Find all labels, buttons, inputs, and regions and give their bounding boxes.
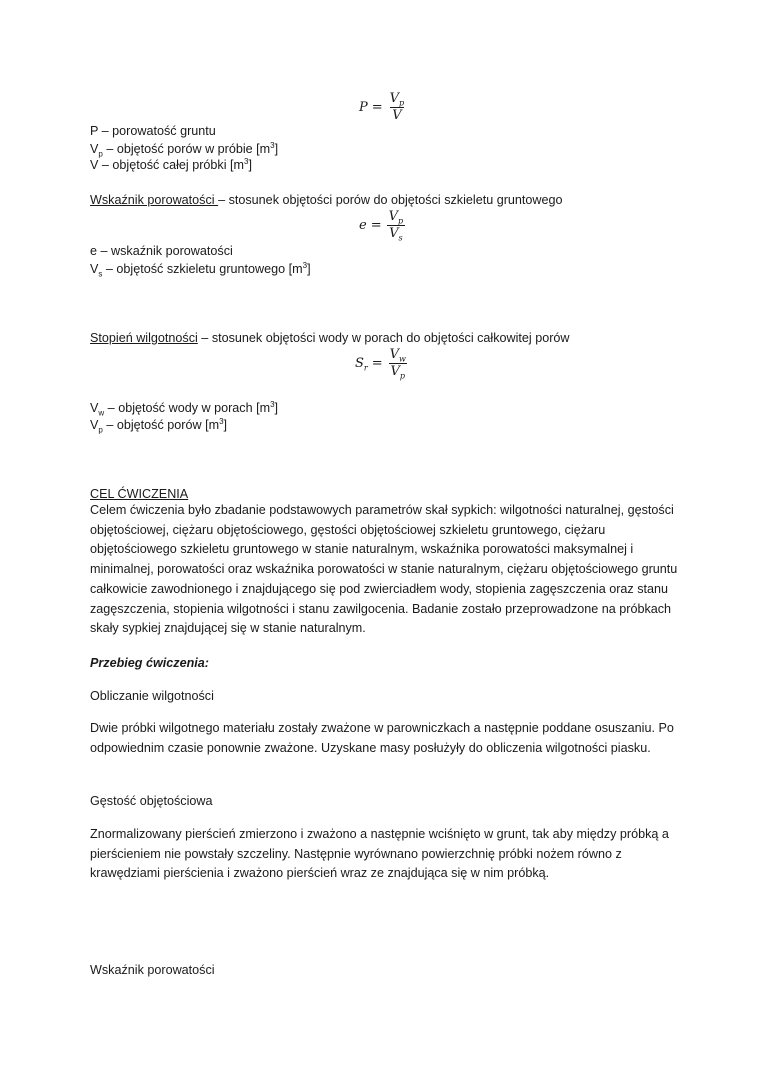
moisture-paragraph: Dwie próbki wilgotnego materiału zostały zważone w parowniczkach a następnie poddane osuszaniu. Po odpowiednim czasie ponownie zważone. Uzyskane masy posłużyły do obliczenia wilgotności piasku. bbox=[90, 721, 674, 755]
formula-void-ratio bbox=[359, 209, 405, 242]
formula-lhs: e bbox=[359, 218, 367, 233]
formula-porosity bbox=[359, 91, 406, 124]
formula-fraction bbox=[388, 347, 408, 380]
subheading-moisture: Obliczanie wilgotności bbox=[90, 689, 214, 703]
formula-equals: = bbox=[370, 218, 382, 233]
void-ratio-term: Wskaźnik porowatości bbox=[90, 193, 219, 207]
def-void-ratio: e – wskaźnik porowatości bbox=[90, 244, 233, 258]
void-ratio-definition: Wskaźnik porowatości – stosunek objętości porów do objętości szkieletu gruntowego bbox=[90, 193, 563, 207]
formula-saturation bbox=[355, 347, 408, 380]
formula-lhs: $S_r$ bbox=[355, 356, 368, 373]
def-pore-volume: $V_p$ – objętość porów w próbie $[m^3]$ bbox=[90, 140, 279, 159]
def-water-volume: $V_w$ – objętość wody w porach $[m^3]$ bbox=[90, 399, 279, 418]
formula-fraction bbox=[387, 209, 406, 242]
goal-paragraph: Celem ćwiczenia było zbadanie podstawowych parametrów skał sypkich: wilgotności naturalnej, gęstości objętościowej, ciężaru objętościowego, gęstości objętościowej szkieletu gruntowego, ciężaru objętościowego szkieletu gruntowego w stanie naturalnym, wskaźnika porowatości maksymalnej i minimalnej, porowatości oraz wskaźnika porowatości w stanie naturalnym, ciężaru objętościowego gruntu całkowicie zawodnionego i znajdującego się pod zwierciadłem wody, stopienia zagęszczenia oraz stanu zagęszczenia, stopienia wilgotności i stanu zawilgocenia. Badanie zostało przeprowadzone na próbkach skały sypkiej znajdującej się w stanie naturalnym. bbox=[90, 503, 678, 636]
subheading-bulk-density: Gęstość objętościowa bbox=[90, 794, 213, 808]
formula-fraction bbox=[388, 91, 407, 124]
section-heading-goal: CEL ĆWICZENIA bbox=[90, 487, 189, 501]
formula-numerator: $V_p$ bbox=[388, 209, 404, 226]
def-total-volume: V – objętość całej próbki $[m^3]$ bbox=[90, 156, 252, 172]
bulk-density-paragraph: Znormalizowany pierścień zmierzono i zważono a następnie wciśnięto w grunt, tak aby między próbką a pierścieniem nie powstały szczeliny. Następnie wyrównano powierzchnię próbki nożem równo z krawędziami pierścienia i zważono pierścień wraz ze znajdująca się w nim próbką. bbox=[90, 827, 669, 881]
formula-denominator: V bbox=[392, 108, 402, 123]
def-porosity: P – porowatość gruntu bbox=[90, 124, 216, 138]
formula-equals: = bbox=[371, 100, 383, 115]
saturation-definition: Stopień wilgotności – stosunek objętości wody w porach do objętości całkowitej porów bbox=[90, 331, 570, 345]
section-heading-procedure: Przebieg ćwiczenia: bbox=[90, 656, 209, 670]
formula-lhs: P bbox=[359, 100, 368, 115]
def-skeleton-volume: $V_s$ – objętość szkieletu gruntowego $[m^3]$ bbox=[90, 260, 311, 279]
formula-equals: = bbox=[371, 356, 383, 371]
saturation-term: Stopień wilgotności bbox=[90, 331, 198, 345]
formula-numerator: $V_p$ bbox=[389, 91, 405, 108]
def-pore-volume-2: $V_p$ – objętość porów $[m^3]$ bbox=[90, 416, 228, 435]
formula-denominator: $V_s$ bbox=[389, 226, 403, 243]
formula-numerator: $V_w$ bbox=[389, 347, 406, 364]
subheading-void-ratio: Wskaźnik porowatości bbox=[90, 963, 215, 977]
formula-denominator: $V_p$ bbox=[390, 364, 406, 381]
